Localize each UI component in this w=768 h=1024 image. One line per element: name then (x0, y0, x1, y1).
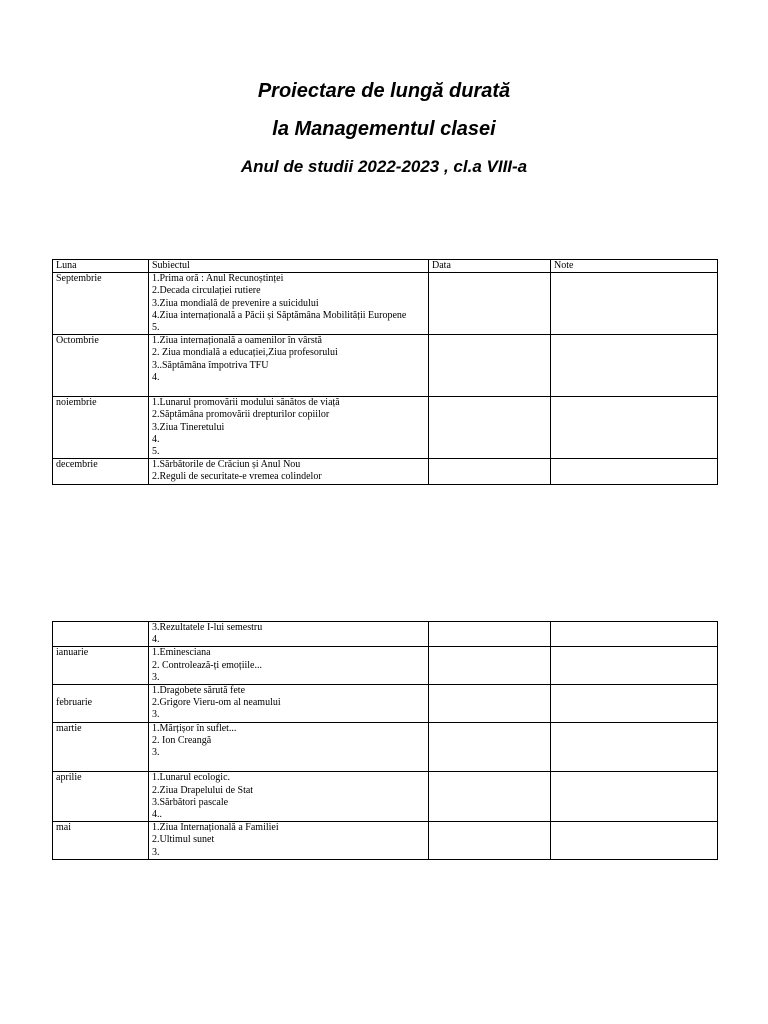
subject-item: 3.Sărbători pascale (152, 796, 229, 808)
subject-item: 2.Decada circulației rutiere (152, 285, 261, 297)
header-subiectul: Subiectul (149, 260, 429, 273)
subject-item: 2. Controlează-ți emoțiile... (152, 659, 262, 671)
subject-cell (149, 722, 429, 772)
subject-item: 4. (152, 433, 160, 445)
subject-item: 3. (152, 709, 160, 721)
date-cell (429, 685, 551, 723)
subject-cell (149, 647, 429, 685)
subject-item: 3. (152, 747, 160, 759)
planning-table-part-2 (52, 621, 718, 860)
subject-item: 3..Săptămâna împotriva TFU (152, 359, 269, 371)
month-cell: mai (53, 822, 149, 860)
subject-item: 2.Ultimul sunet (152, 834, 215, 846)
date-cell (429, 647, 551, 685)
subject-item: 5. (152, 446, 160, 458)
month-cell: februarie (53, 685, 149, 723)
subject-item: 2.Grigore Vieru-om al neamului (152, 697, 281, 709)
header-luna: Luna (53, 260, 149, 273)
subject-cell (149, 685, 429, 723)
note-cell (551, 459, 718, 484)
table-row (53, 397, 718, 459)
subject-item (152, 759, 425, 771)
subject-item: 3.Rezultatele I-lui semestru (152, 622, 263, 633)
month-cell (53, 622, 149, 647)
subject-item: 3. (152, 671, 160, 683)
table-row (53, 647, 718, 685)
note-cell (551, 685, 718, 723)
subject-item: 2. Ion Creangă (152, 734, 212, 746)
school-year-heading: Anul de studii 2022-2023 , cl.a VIII-a (240, 157, 528, 176)
note-cell (551, 772, 718, 822)
document-subtitle: la Managementul clasei (272, 118, 496, 140)
subject-item: 4.. (152, 809, 162, 821)
subject-item: 3.Ziua Tineretului (152, 421, 225, 433)
month-cell: aprilie (53, 772, 149, 822)
subject-item: 4. (152, 371, 160, 383)
subject-item: 4. (152, 634, 160, 646)
subject-item: 1.Dragobete sărută fete (152, 685, 246, 697)
month-cell: Octombrie (53, 335, 149, 397)
table-row (53, 722, 718, 772)
note-cell (551, 397, 718, 459)
date-cell (429, 772, 551, 822)
table-row (53, 685, 718, 723)
subject-item: 3.Ziua mondială de prevenire a suicidului (152, 297, 319, 309)
table-row (53, 622, 718, 647)
table-header-row (53, 260, 718, 273)
month-cell: Septembrie (53, 273, 149, 335)
table-row (53, 273, 718, 335)
month-cell: noiembrie (53, 397, 149, 459)
subject-item: 1.Ziua Internațională a Familiei (152, 822, 279, 834)
subject-item (152, 384, 425, 396)
subject-cell (149, 397, 429, 459)
table-row (53, 772, 718, 822)
subject-item: 1.Lunarul ecologic. (152, 772, 231, 784)
subject-item: 1.Prima oră : Anul Recunoștinței (152, 273, 284, 285)
subject-cell (149, 822, 429, 860)
subject-item: 5. (152, 322, 160, 334)
header-data: Data (429, 260, 551, 273)
note-cell (551, 335, 718, 397)
note-cell (551, 273, 718, 335)
date-cell (429, 335, 551, 397)
table-row (53, 335, 718, 397)
document-title: Proiectare de lungă durată (257, 80, 511, 102)
date-cell (429, 622, 551, 647)
date-cell (429, 397, 551, 459)
date-cell (429, 722, 551, 772)
date-cell (429, 273, 551, 335)
note-cell (551, 647, 718, 685)
planning-table-part-1 (52, 259, 718, 485)
subject-item: 1.Lunarul promovării modului sănătos de viață (152, 397, 340, 409)
subject-cell (149, 335, 429, 397)
month-cell: ianuarie (53, 647, 149, 685)
subject-item: 1.Eminesciana (152, 647, 211, 659)
subject-item: 2.Ziua Drapelului de Stat (152, 784, 254, 796)
date-cell (429, 459, 551, 484)
subject-item: 2. Ziua mondială a educației,Ziua profesorului (152, 347, 338, 359)
table-row (53, 822, 718, 860)
subject-item: 2.Săptămâna promovării drepturilor copiilor (152, 409, 330, 421)
date-cell (429, 822, 551, 860)
subject-item: 2.Reguli de securitate-e vremea colindelor (152, 471, 322, 483)
subject-cell (149, 459, 429, 484)
table-row (53, 459, 718, 484)
subject-item: 1.Sărbătorile de Crăciun și Anul Nou (152, 459, 301, 471)
note-cell (551, 622, 718, 647)
note-cell (551, 822, 718, 860)
subject-item: 4.Ziua internațională a Păcii și Săptămâna Mobilității Europene (152, 309, 407, 321)
subject-item: 3. (152, 846, 160, 858)
subject-item: 1.Ziua internațională a oamenilor în vârstă (152, 335, 322, 347)
month-cell: martie (53, 722, 149, 772)
subject-cell (149, 273, 429, 335)
header-note: Note (551, 260, 718, 273)
subject-item: 1.Mărțișor în suflet... (152, 722, 237, 734)
month-cell: decembrie (53, 459, 149, 484)
subject-cell (149, 622, 429, 647)
subject-cell (149, 772, 429, 822)
note-cell (551, 722, 718, 772)
